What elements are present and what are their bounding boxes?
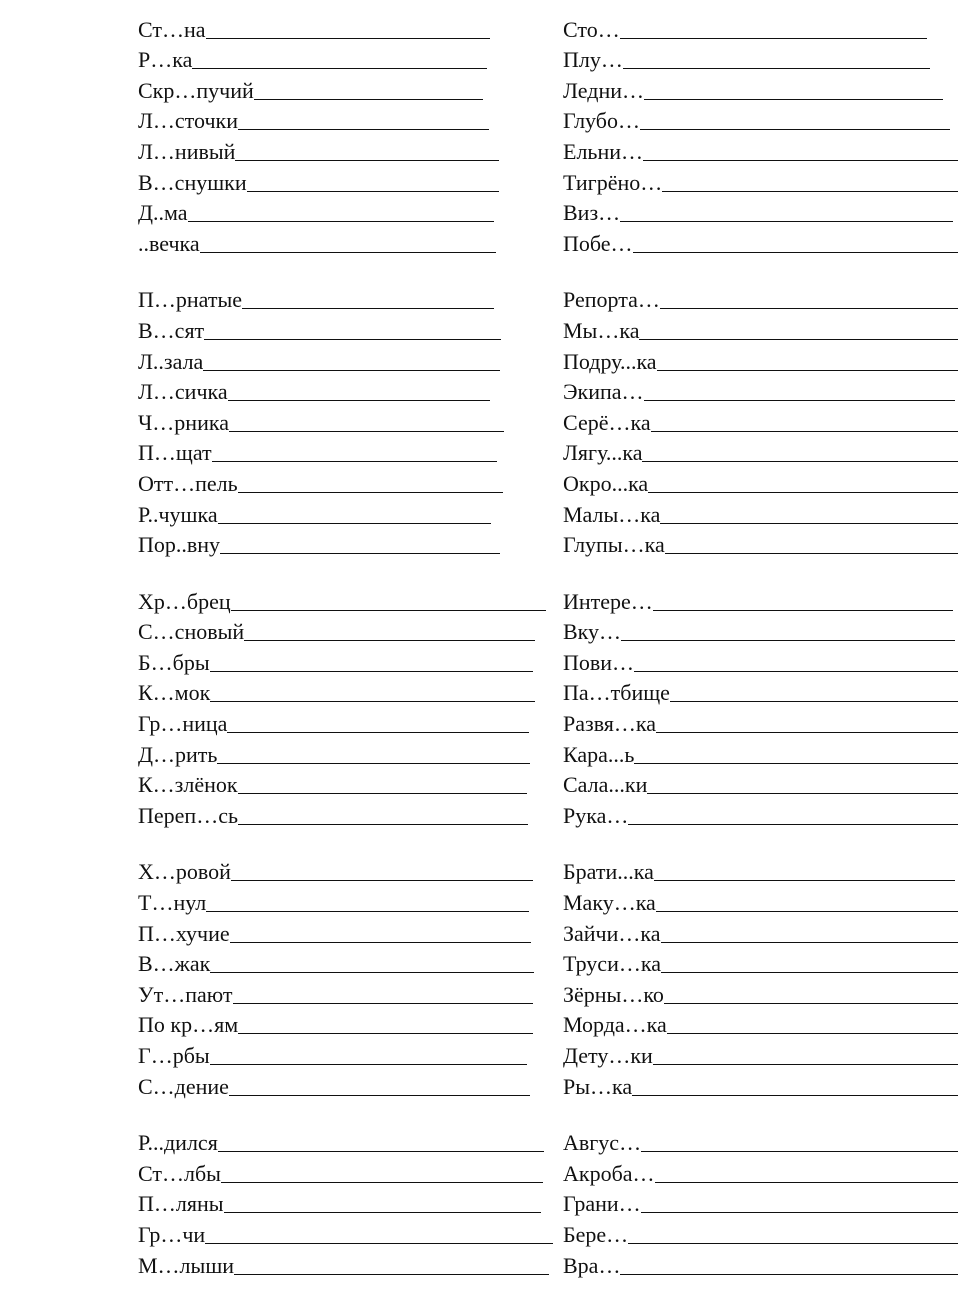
exercise-row: [138, 975, 533, 1006]
exercise-word: В…снушки: [138, 169, 247, 195]
word-group: [138, 281, 553, 556]
exercise-word: Маку…ка: [563, 890, 656, 916]
exercise-word: Ры…ка: [563, 1073, 633, 1099]
answer-blank-line[interactable]: [254, 99, 483, 100]
exercise-word: Скр…пучий: [138, 77, 254, 103]
answer-blank-line[interactable]: [660, 523, 958, 524]
answer-blank-line[interactable]: [218, 1151, 544, 1152]
exercise-word: Т…нул: [138, 890, 207, 916]
answer-blank-line[interactable]: [651, 431, 958, 432]
exercise-word: Д..ма: [138, 200, 188, 226]
exercise-row: [138, 10, 490, 41]
exercise-word: С…сновый: [138, 619, 245, 645]
exercise-row: [138, 434, 497, 465]
exercise-word: Л…нивый: [138, 138, 236, 164]
answer-blank-line[interactable]: [192, 68, 487, 69]
answer-blank-line[interactable]: [670, 701, 958, 702]
answer-blank-line[interactable]: [233, 1003, 534, 1004]
exercise-row: [563, 975, 958, 1006]
exercise-row: [138, 373, 490, 404]
exercise-row: [138, 796, 528, 827]
exercise-word: Глупы…ка: [563, 532, 665, 558]
exercise-row: [563, 526, 958, 557]
answer-blank-line[interactable]: [188, 221, 494, 222]
exercise-word: Па…тбище: [563, 680, 670, 706]
exercise-row: [563, 194, 953, 225]
exercise-row: [563, 102, 950, 133]
exercise-word: Ледни…: [563, 77, 644, 103]
answer-blank-line[interactable]: [653, 610, 953, 611]
exercise-word: Морда…ка: [563, 1012, 667, 1038]
exercise-row: [138, 281, 494, 312]
answer-blank-line[interactable]: [667, 1033, 958, 1034]
answer-blank-line[interactable]: [244, 640, 535, 641]
exercise-row: [563, 1215, 958, 1246]
exercise-row: [138, 643, 533, 674]
exercise-row: [563, 704, 958, 735]
exercise-row: [563, 1124, 958, 1155]
answer-blank-line[interactable]: [210, 1064, 527, 1065]
word-group: [563, 582, 958, 827]
exercise-word: П…рнатые: [138, 287, 243, 313]
exercise-word: Дету…ки: [563, 1043, 653, 1068]
exercise-row: [563, 1036, 958, 1067]
left-word-column: [138, 10, 553, 1303]
exercise-word: Ст…лбы: [138, 1160, 221, 1186]
exercise-row: [563, 613, 955, 644]
exercise-word: Л…сичка: [138, 379, 228, 405]
word-group: [138, 1124, 553, 1277]
exercise-word: Вку…: [563, 619, 622, 645]
answer-blank-line[interactable]: [643, 160, 958, 161]
answer-blank-line[interactable]: [655, 1182, 958, 1183]
word-group: [563, 10, 958, 255]
exercise-word: Виз…: [563, 200, 621, 226]
exercise-row: [563, 796, 958, 827]
exercise-word: Гр…чи: [138, 1221, 206, 1247]
answer-blank-line[interactable]: [628, 1243, 958, 1244]
exercise-row: [138, 704, 529, 735]
exercise-row: [138, 1067, 530, 1098]
exercise-word: П…щат: [138, 440, 212, 466]
exercise-word: По кр…ям: [138, 1012, 239, 1038]
answer-blank-line[interactable]: [620, 1274, 958, 1275]
exercise-row: [563, 1006, 958, 1037]
exercise-word: Тигрёно…: [563, 169, 663, 195]
answer-blank-line[interactable]: [620, 221, 953, 222]
exercise-word: Л..зала: [138, 348, 204, 374]
exercise-word: Плу…: [563, 47, 623, 73]
exercise-row: [563, 373, 955, 404]
word-group: [563, 1124, 958, 1277]
answer-blank-line[interactable]: [235, 160, 499, 161]
exercise-word: Р...дился: [138, 1130, 218, 1156]
answer-blank-line[interactable]: [664, 1003, 958, 1004]
exercise-row: [138, 735, 530, 766]
exercise-word: ..вечка: [138, 230, 200, 256]
exercise-row: [563, 582, 953, 613]
answer-blank-line[interactable]: [238, 793, 527, 794]
answer-blank-line[interactable]: [204, 339, 501, 340]
exercise-word: Б…бры: [138, 649, 210, 675]
exercise-word: Р..чушка: [138, 501, 218, 527]
exercise-row: [138, 945, 534, 976]
exercise-row: [138, 403, 504, 434]
exercise-word: В…сят: [138, 317, 205, 343]
exercise-word: С…дение: [138, 1073, 229, 1099]
exercise-row: [138, 582, 546, 613]
exercise-row: [563, 766, 958, 797]
exercise-word: Кара...ь: [563, 741, 635, 767]
exercise-row: [563, 41, 930, 72]
exercise-word: Ст…на: [138, 16, 206, 42]
exercise-row: [138, 1124, 544, 1155]
exercise-row: [563, 464, 958, 495]
exercise-word: Сто…: [563, 16, 620, 42]
exercise-row: [138, 766, 527, 797]
exercise-word: Брати...ка: [563, 859, 654, 885]
exercise-row: [138, 853, 533, 884]
answer-blank-line[interactable]: [230, 942, 531, 943]
answer-blank-line[interactable]: [634, 763, 958, 764]
exercise-word: К…злёнок: [138, 772, 238, 798]
exercise-word: Х…ровой: [138, 859, 231, 885]
exercise-row: [563, 403, 958, 434]
answer-blank-line[interactable]: [644, 99, 943, 100]
exercise-word: Зёрны…ко: [563, 981, 664, 1007]
exercise-word: Вра…: [563, 1252, 621, 1278]
exercise-row: [563, 1067, 958, 1098]
exercise-row: [138, 674, 535, 705]
exercise-word: Развя…ка: [563, 711, 657, 737]
exercise-word: Пови…: [563, 649, 635, 675]
exercise-row: [563, 643, 958, 674]
exercise-row: [563, 1154, 958, 1185]
exercise-row: [563, 914, 958, 945]
answer-blank-line[interactable]: [206, 38, 490, 39]
answer-blank-line[interactable]: [238, 492, 503, 493]
exercise-row: [563, 224, 958, 255]
answer-blank-line[interactable]: [639, 339, 958, 340]
answer-blank-line[interactable]: [227, 732, 529, 733]
answer-blank-line[interactable]: [247, 191, 499, 192]
answer-blank-line[interactable]: [217, 763, 530, 764]
answer-blank-line[interactable]: [210, 972, 534, 973]
answer-blank-line[interactable]: [224, 1212, 541, 1213]
exercise-row: [138, 1154, 543, 1185]
exercise-word: Бере…: [563, 1221, 629, 1247]
exercise-word: Л…сточки: [138, 108, 238, 134]
exercise-word: П…ляны: [138, 1191, 224, 1217]
exercise-word: Малы…ка: [563, 501, 661, 527]
answer-blank-line[interactable]: [220, 553, 500, 554]
exercise-word: Ут…пают: [138, 981, 233, 1007]
answer-blank-line[interactable]: [660, 308, 958, 309]
exercise-row: [563, 1185, 958, 1216]
exercise-word: Грани…: [563, 1191, 641, 1217]
exercise-row: [138, 1006, 533, 1037]
exercise-word: Сала...ки: [563, 772, 648, 798]
exercise-row: [563, 735, 958, 766]
exercise-word: Авгус…: [563, 1130, 642, 1156]
answer-blank-line[interactable]: [656, 911, 958, 912]
answer-blank-line[interactable]: [206, 911, 529, 912]
exercise-row: [138, 194, 494, 225]
answer-blank-line[interactable]: [228, 400, 490, 401]
answer-blank-line[interactable]: [656, 732, 958, 733]
answer-blank-line[interactable]: [620, 38, 927, 39]
exercise-word: Мы…ка: [563, 317, 640, 343]
exercise-word: Интере…: [563, 588, 653, 614]
exercise-word: К…мок: [138, 680, 211, 706]
exercise-row: [138, 1246, 549, 1277]
exercise-row: [563, 883, 958, 914]
exercise-row: [563, 674, 958, 705]
answer-blank-line[interactable]: [653, 1064, 958, 1065]
word-group: [138, 10, 553, 255]
exercise-row: [138, 883, 529, 914]
exercise-word: Глубо…: [563, 108, 640, 134]
answer-blank-line[interactable]: [662, 191, 958, 192]
answer-blank-line[interactable]: [644, 400, 955, 401]
exercise-row: [138, 464, 503, 495]
exercise-row: [563, 163, 958, 194]
right-word-column: [563, 10, 958, 1303]
answer-blank-line[interactable]: [640, 129, 950, 130]
answer-blank-line[interactable]: [231, 880, 533, 881]
answer-blank-line[interactable]: [661, 972, 958, 973]
answer-blank-line[interactable]: [641, 1151, 958, 1152]
exercise-row: [563, 495, 958, 526]
answer-blank-line[interactable]: [210, 701, 535, 702]
answer-blank-line[interactable]: [654, 880, 955, 881]
answer-blank-line[interactable]: [633, 252, 958, 253]
exercise-row: [138, 41, 487, 72]
exercise-row: [138, 526, 500, 557]
exercise-word: Гр…ница: [138, 711, 228, 737]
answer-blank-line[interactable]: [647, 793, 958, 794]
exercise-row: [138, 1036, 527, 1067]
answer-blank-line[interactable]: [628, 824, 958, 825]
answer-blank-line[interactable]: [221, 1182, 543, 1183]
exercise-row: [138, 1185, 541, 1216]
answer-blank-line[interactable]: [229, 1095, 530, 1096]
exercise-row: [138, 163, 499, 194]
exercise-row: [138, 132, 499, 163]
answer-blank-line[interactable]: [642, 461, 958, 462]
exercise-word: Переп…сь: [138, 802, 238, 828]
answer-blank-line[interactable]: [205, 1243, 553, 1244]
exercise-word: Д…рить: [138, 741, 218, 767]
answer-blank-line[interactable]: [641, 1212, 958, 1213]
answer-blank-line[interactable]: [200, 252, 496, 253]
word-group: [563, 853, 958, 1098]
exercise-word: Отт…пель: [138, 470, 238, 496]
exercise-row: [138, 1215, 553, 1246]
answer-blank-line[interactable]: [238, 1033, 533, 1034]
exercise-word: П…хучие: [138, 920, 230, 946]
answer-blank-line[interactable]: [238, 129, 489, 130]
answer-blank-line[interactable]: [234, 1274, 549, 1275]
exercise-row: [563, 1246, 958, 1277]
exercise-row: [563, 132, 958, 163]
exercise-word: Р…ка: [138, 47, 193, 73]
exercise-word: Экипа…: [563, 379, 644, 405]
exercise-word: М…лыши: [138, 1252, 235, 1278]
exercise-word: Побе…: [563, 230, 633, 256]
exercise-word: Труси…ка: [563, 951, 661, 977]
exercise-word: Рука…: [563, 802, 629, 828]
answer-blank-line[interactable]: [665, 553, 958, 554]
answer-blank-line[interactable]: [218, 523, 491, 524]
exercise-word: Г…рбы: [138, 1043, 210, 1068]
answer-blank-line[interactable]: [210, 671, 533, 672]
word-group: [138, 582, 553, 827]
answer-blank-line[interactable]: [621, 640, 955, 641]
answer-blank-line[interactable]: [657, 370, 958, 371]
exercise-word: Ч…рника: [138, 409, 229, 435]
exercise-word: Репорта…: [563, 287, 660, 313]
exercise-row: [138, 102, 489, 133]
answer-blank-line[interactable]: [634, 671, 958, 672]
exercise-word: Зайчи…ка: [563, 920, 661, 946]
exercise-word: Серё…ка: [563, 409, 651, 435]
answer-blank-line[interactable]: [242, 308, 494, 309]
exercise-row: [563, 71, 943, 102]
exercise-row: [138, 224, 496, 255]
exercise-word: Ельни…: [563, 138, 643, 164]
exercise-row: [138, 495, 491, 526]
exercise-row: [563, 342, 958, 373]
exercise-row: [563, 434, 958, 465]
exercise-row: [563, 281, 958, 312]
answer-blank-line[interactable]: [648, 492, 958, 493]
word-group: [563, 281, 958, 556]
exercise-row: [563, 10, 927, 41]
answer-blank-line[interactable]: [212, 461, 497, 462]
exercise-word: Подру...ка: [563, 348, 657, 374]
word-group: [138, 853, 553, 1098]
answer-blank-line[interactable]: [661, 942, 958, 943]
answer-blank-line[interactable]: [238, 824, 528, 825]
exercise-word: Лягу...ка: [563, 440, 643, 466]
answer-blank-line[interactable]: [231, 610, 546, 611]
exercise-word: В…жак: [138, 951, 211, 977]
exercise-row: [138, 613, 535, 644]
exercise-word: Хр…брец: [138, 588, 231, 614]
exercise-row: [563, 945, 958, 976]
answer-blank-line[interactable]: [203, 370, 500, 371]
answer-blank-line[interactable]: [632, 1095, 958, 1096]
answer-blank-line[interactable]: [623, 68, 930, 69]
answer-blank-line[interactable]: [229, 431, 504, 432]
exercise-word: Окро...ка: [563, 470, 649, 496]
exercise-row: [138, 311, 501, 342]
exercise-word: Акроба…: [563, 1160, 655, 1186]
exercise-row: [138, 914, 531, 945]
exercise-row: [563, 853, 955, 884]
exercise-row: [138, 342, 500, 373]
exercise-row: [563, 311, 958, 342]
exercise-row: [138, 71, 483, 102]
exercise-word: Пор..вну: [138, 532, 221, 558]
